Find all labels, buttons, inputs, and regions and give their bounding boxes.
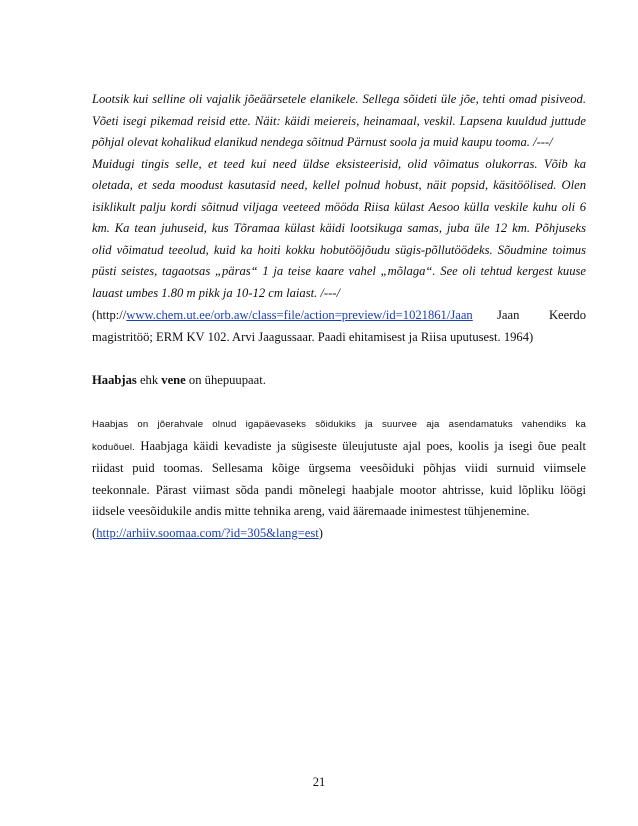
haabjas-heading [92, 370, 586, 392]
quote-source [92, 305, 586, 348]
term-haabjas: Haabjas [92, 373, 137, 387]
source-link-chem[interactable]: www.chem.ut.ee/orb.aw/class=file/action=preview/id=1021861/Jaan [126, 308, 473, 322]
quote-block [92, 89, 586, 304]
quote-line: lauast umbes 1.80 m pikk ja 10-12 cm laiast. /---/ [92, 285, 340, 300]
source-author-last: Keerdo [548, 308, 586, 322]
quote-line: km. Ka tean juhuseid, kus Tõramaa külast käidi lootsikuga samas, juba üle 12 km. Põhjuseks [92, 221, 586, 235]
quote-line: Võeti isegi pikemad reisid ette. Näit: käidi meiereis, heinamaal, veskil. Lapsena kuuldud juttude [92, 113, 586, 128]
paragraph-line: iidsele veesõidukile andis mitte tehnika areng, vaid ääremaade inimestest tühjenemine. [92, 504, 530, 518]
haabjas-paragraph [92, 414, 586, 544]
quote-line: isiklikult palju kordi sõitnud viljaga veeteed mööda Riisa külast Aesoo külla veskile kuhu oli 6 [92, 199, 586, 214]
source-link-soomaa[interactable]: http://arhiiv.soomaa.com/?id=305&lang=est [96, 525, 319, 540]
source-author-first: Jaan [497, 308, 520, 322]
paragraph-text: Haabjaga käidi kevadiste ja sügiseste üleujutuste ajal poes, koolis ja isegi õue pealt [134, 438, 586, 453]
quote-line: olid võimatud teeolud, kuid ka hoiti kokku hobutööjõudu sügis-põllutöödeks. Sõudmine toimus [92, 242, 586, 257]
source-line-2: magistritöö; ERM KV 102. Arvi Jaagussaar. Paadi ehitamisest ja Riisa uputusest. 1964) [92, 329, 534, 344]
quote-line: põhjal olevat kohalikud elanikud nendega sõitnud Pärnust soola ja muid kaupu tooma. /---/ [92, 135, 553, 149]
paragraph-line [92, 436, 586, 459]
term-description: on ühepuupaat. [185, 373, 266, 387]
paragraph-line: Haabjas on jõerahvale olnud igapäevaseks sõidukiks ja suurvee aja asendamatuks vahendiks ka [92, 419, 586, 430]
quote-line: püsti seistes, tagaotsas „päras“ 1 ja teise kaare vahel „mõlaga“. See oli tehtud kergest kuuse [92, 264, 586, 278]
paragraph-source [92, 523, 586, 545]
paragraph-sans-start: koduõuel. [92, 441, 135, 453]
source-line-1 [92, 305, 586, 327]
term-connector: ehk [136, 373, 162, 387]
paragraph-line: teekonnale. Pärast viimast sõda pandi mõnelegi haabjale mootor ahtrisse, kuid lõpliku löögi [92, 482, 586, 497]
paragraph-line: riidast puid toomas. Sellesama kõige ürgsema veesõiduki põhjas viidi surnuid viimsele [92, 461, 586, 475]
source-close: ) [318, 525, 323, 540]
source-open: ( [92, 525, 97, 540]
page-number: 21 [312, 775, 326, 789]
quote-line: Muidugi tingis selle, et teed kui need üldse eksisteerisid, olid võimatus olukorras. Võib ka [92, 156, 586, 171]
quote-line: Lootsik kui selline oli vajalik jõeäärsetele elanikele. Sellega sõideti üle jõe, tehti omad pisiveod. [92, 92, 586, 106]
term-vene: vene [161, 373, 186, 387]
quote-line: oletada, et seda moodust kasutasid need, kellel polnud hobust, näit popsid, käsitöölised. Olen [92, 178, 586, 192]
source-prefix: (http:// [92, 308, 127, 322]
